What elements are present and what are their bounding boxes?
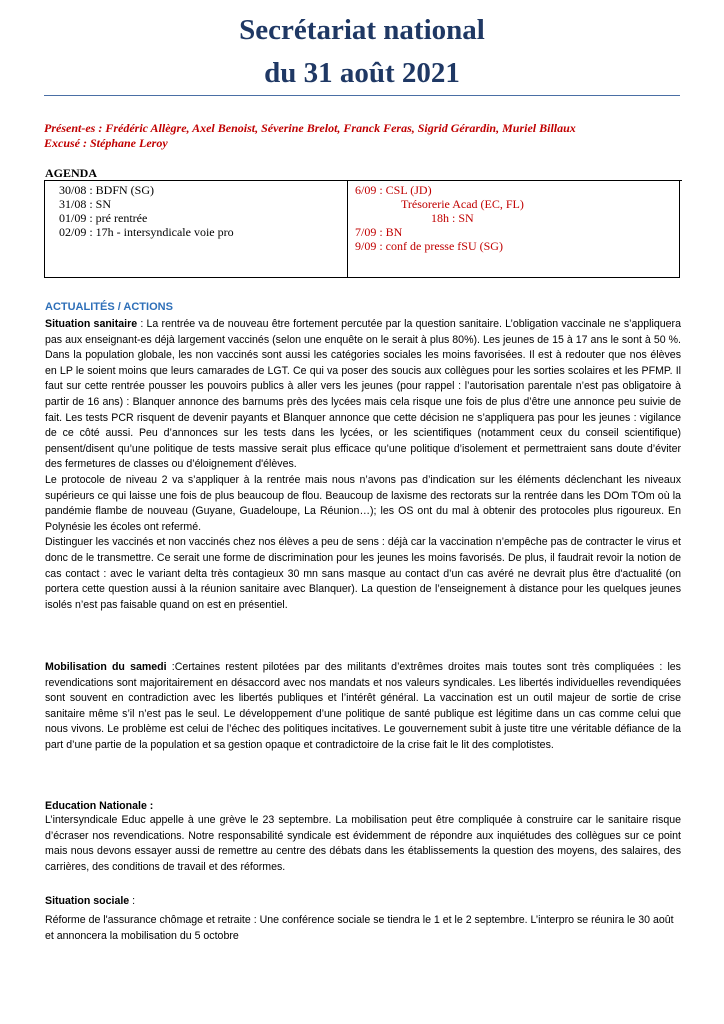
agenda-item: 30/08 : BDFN (SG) (59, 183, 155, 197)
sociale-heading-line (45, 894, 135, 908)
agenda-heading: AGENDA (45, 166, 682, 181)
sanitaire-paragraph-1 (45, 317, 681, 473)
mobilisation-paragraph (45, 660, 681, 754)
sanitaire-text-1: : La rentrée va de nouveau être fortement percutée par la question sanitaire. L’obligation vaccinale ne s’appliquera pas aux enseignant-es déjà largement vaccinés (selon une enquête on le serait à plus 80%). Les jeunes de 15 à 17 ans le sont à 50 %. Dans la population globale, les non vaccinés sont aussi les catégories sociales les moins favorisées. Il est à redouter que nos élèves en LP le soient moins que leurs camarades de LGT. Ce qui va poser des soucis aux collègues pour les sorties scolaires et les PFMP. Il faut sur cette rentrée pousser les pouvoirs publics à aller vers les jeunes (pour rappel : l’autorisation parentale n’est pas obligatoire à partir de 16 ans) : Blanquer annonce des barnums près des lycées mais cela risque une fois de plus d’être une annonce peu suivie de fait. Les tests PCR risquent de devenir payants et Blanquer annonce que cette décision ne s’appliquera pas pour les jeunes : vigilance de ce côté aussi. Peu d’annonces sur les tests dans les lycées, or les scientifiques (notamment ceux du conseil scientifique) pensent/disent qu’une politique de tests massive serait plus efficace qu’une politique d’isolement et permettraient sans doute d’éviter des fermetures de classes ou d’éloignement d'élèves. (45, 318, 681, 471)
sanitaire-heading: Situation sanitaire (45, 318, 138, 330)
sanitaire-section (45, 317, 681, 613)
mobilisation-section (45, 660, 681, 754)
sanitaire-paragraph-3: Distinguer les vaccinés et non vaccinés chez nos élèves a peu de sens : déjà car la vaccination n’empêche pas de contracter le virus et donc de le transmettre. Ce serait une forme de discrimination pour les jeunes les moins favorisés. De plus, il faudrait revoir la notion de cas contact : avec le variant delta très contagieux 30 mn sans masque au contact d’un cas avéré ne devrait plus être d'actualité (on portera cette question aussi à la réunion sanitaire avec Blanquer). La question de l’enseignement à distance pour les quelques jeunes isolés n’est pas faisable quand on est en présentiel. (45, 536, 681, 611)
agenda-left-column (59, 183, 234, 239)
education-heading: Education Nationale : (45, 800, 154, 812)
title-rule (44, 95, 680, 96)
mobilisation-heading: Mobilisation du samedi (45, 661, 167, 673)
agenda-item: 6/09 : CSL (JD) (355, 183, 432, 197)
agenda-right-column (355, 183, 524, 253)
sociale-paragraph: Réforme de l'assurance chômage et retraite : Une conférence sociale se tiendra le 1 et le 2 septembre. L’interpro se réunira le 30 août et annoncera la mobilisation du 5 octobre (45, 914, 674, 942)
mobilisation-text: :Certaines restent pilotées par des militants d’extrêmes droites mais toutes sont très compliquées : les revendications sont majoritairement en désaccord avec nos mandats et nos valeurs syndicales. Les libertés individuelles revendiquées sont souvent en contradiction avec les libertés publiques et l’intérêt général. La vaccination est un outil majeur de sortie de crise sanitaire même s’il n’est pas le seul. Le développement d’une politique de santé publique est légitime dans un cas comme celui que nous vivons. Le problème est celui de l’échec des politiques incitatives. Le gouvernement subit à juste titre une véritable défiance de la part d’une partie de la population et sa gestion opaque et contradictoire de la crise fait le lit des complotistes. (45, 661, 681, 751)
sanitaire-paragraph-2: Le protocole de niveau 2 va s’appliquer à la rentrée mais nous n’avons pas d’indication sur les éléments déclenchant les niveaux supérieurs ce qui laisse une fois de plus beaucoup de flou. Beaucoup de laxisme des rectorats sur la rentrée dans les DOm TOm où la pandémie flambe de nouveau (Guyane, Guadeloupe, La Réunion…); les OS ont du mal à obtenir des protocoles plus rigoureux. En Polynésie les écoles ont refermé. (45, 473, 681, 533)
education-paragraph: L’intersyndicale Educ appelle à une grève le 23 septembre. La mobilisation peut être compliquée à construire car le sanitaire risque d’écraser nos revendications. Notre responsabilité syndicale est évidemment de répondre aux inquiétudes des collègues sur ce point mais nous devons essayer aussi de remettre au centre des débats dans les établissements la question des moyens, des salaires, des carrières, des conditions de travail et des réformes. (45, 814, 681, 873)
document-title-line2: du 31 août 2021 (264, 57, 460, 89)
agenda-item: 18h : SN (431, 211, 474, 225)
agenda-item: 01/09 : pré rentrée (59, 211, 148, 225)
attendees-present: Présent-es : Frédéric Allègre, Axel Benoist, Séverine Brelot, Franck Feras, Sigrid Gérardin, Muriel Billaux (44, 121, 576, 135)
agenda-item: 7/09 : BN (355, 225, 403, 239)
agenda-divider (347, 181, 348, 277)
agenda-item: Trésorerie Acad (EC, FL) (401, 197, 524, 211)
agenda-item: 02/09 : 17h - intersyndicale voie pro (59, 225, 234, 239)
sociale-heading: Situation sociale (45, 895, 130, 907)
section-heading-actualites: ACTUALITÉS / ACTIONS (45, 301, 173, 313)
sociale-heading-colon: : (129, 895, 136, 907)
agenda-item: 9/09 : conf de presse fSU (SG) (355, 239, 503, 253)
attendees-excused: Excusé : Stéphane Leroy (44, 136, 168, 150)
agenda-table (44, 180, 680, 278)
document-title-line1: Secrétariat national (239, 14, 485, 46)
agenda-item: 31/08 : SN (59, 197, 112, 211)
